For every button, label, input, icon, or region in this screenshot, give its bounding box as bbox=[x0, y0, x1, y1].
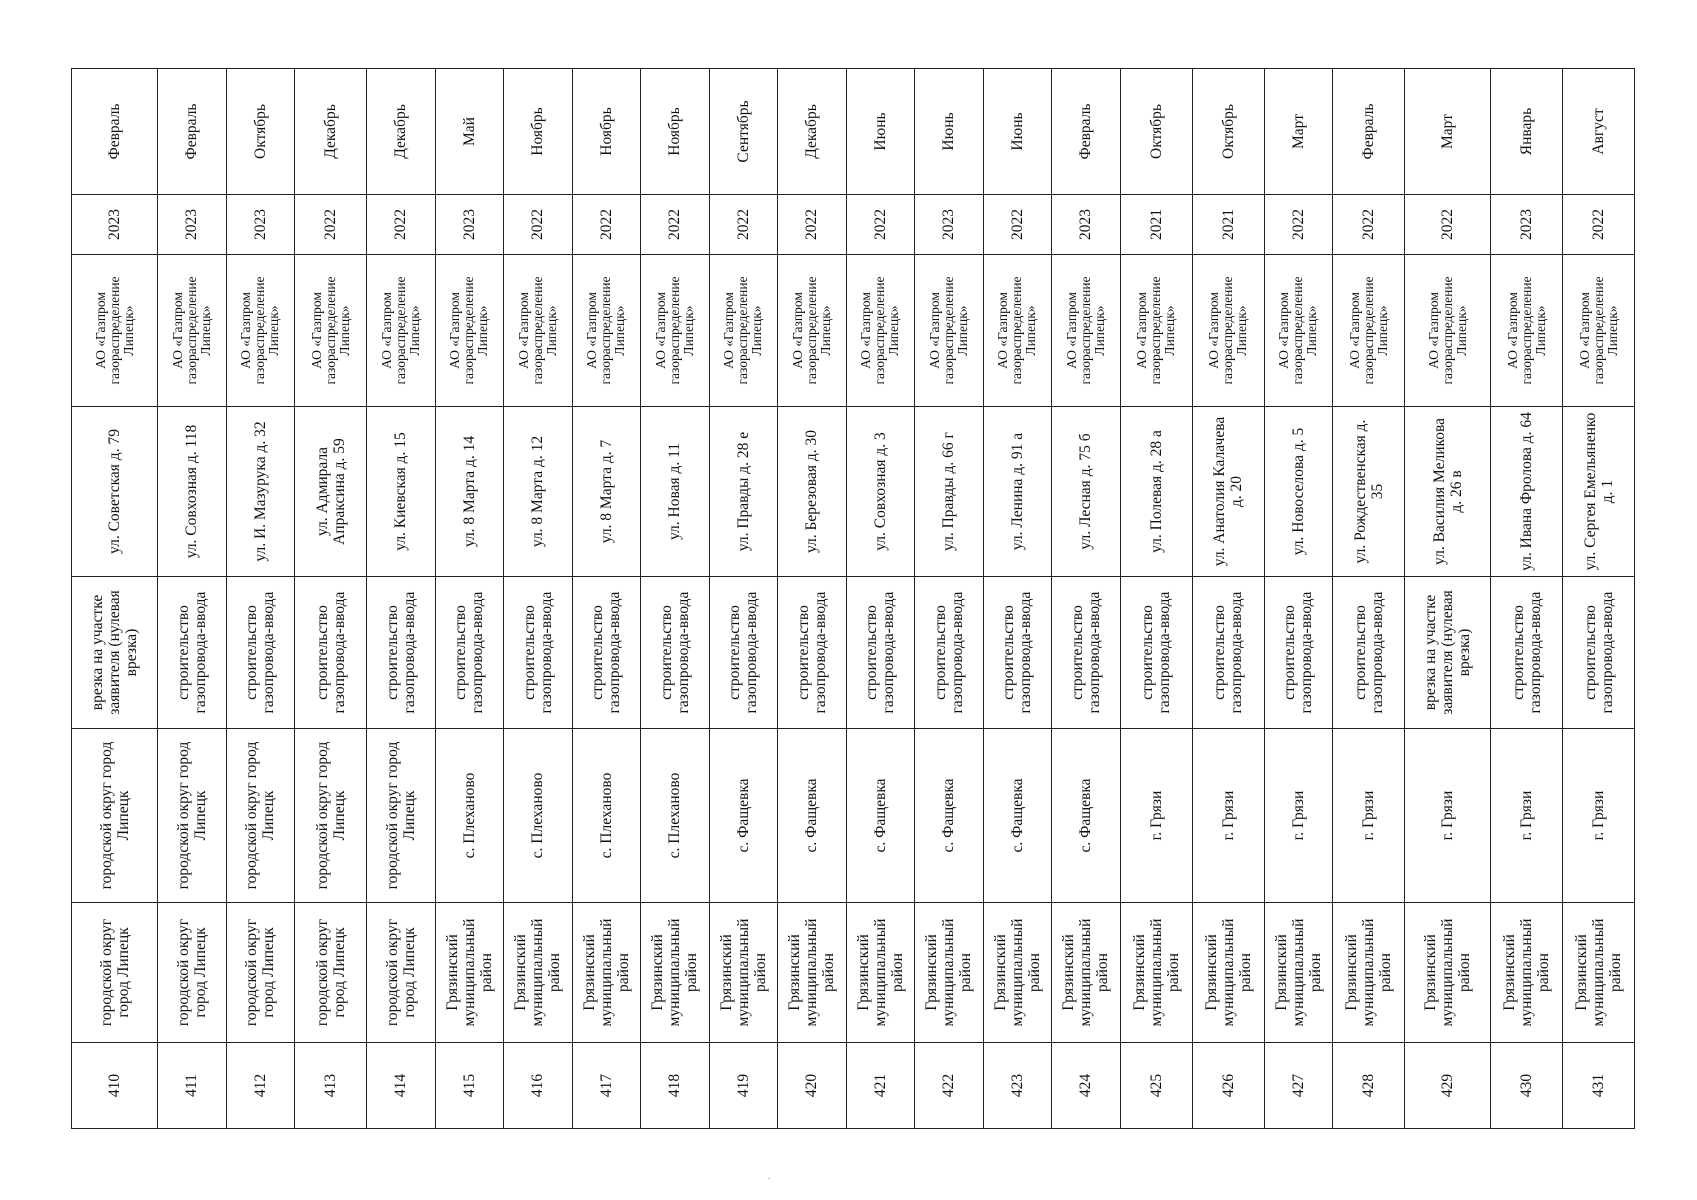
cell-address: ул. Анатолия Калачева д. 20 bbox=[1192, 407, 1264, 577]
cell-address: ул. Ленина д. 91 а bbox=[983, 407, 1052, 577]
cell-locality: г. Грязи bbox=[1563, 729, 1635, 903]
cell-address: ул. Правды д. 66 г bbox=[915, 407, 984, 577]
table-row bbox=[226, 69, 295, 1129]
cell-address: ул. Новоселова д. 5 bbox=[1264, 407, 1333, 577]
cell-municipality: Грязинский муниципальный район bbox=[709, 903, 778, 1043]
cell-work-type: строительство газопровода-ввода bbox=[572, 577, 641, 729]
cell-month: Ноябрь bbox=[641, 69, 710, 195]
cell-organization: АО «Газпром газораспределение Липецк» bbox=[709, 255, 778, 407]
cell-number: 416 bbox=[504, 1043, 573, 1129]
cell-work-type: строительство газопровода-ввода bbox=[1264, 577, 1333, 729]
cell-year: 2023 bbox=[158, 195, 227, 255]
cell-number: 427 bbox=[1264, 1043, 1333, 1129]
cell-year: 2022 bbox=[1563, 195, 1635, 255]
table-row bbox=[1333, 69, 1405, 1129]
cell-year: 2022 bbox=[1333, 195, 1405, 255]
cell-address: ул. Правды д. 28 е bbox=[709, 407, 778, 577]
cell-work-type: строительство газопровода-ввода bbox=[435, 577, 504, 729]
table-row bbox=[572, 69, 641, 1129]
cell-work-type: строительство газопровода-ввода bbox=[1052, 577, 1121, 729]
cell-municipality: Грязинский муниципальный район bbox=[504, 903, 573, 1043]
cell-number: 413 bbox=[295, 1043, 367, 1129]
table-row bbox=[1192, 69, 1264, 1129]
table-row bbox=[915, 69, 984, 1129]
cell-year: 2022 bbox=[1264, 195, 1333, 255]
cell-locality: г. Грязи bbox=[1333, 729, 1405, 903]
cell-municipality: Грязинский муниципальный район bbox=[641, 903, 710, 1043]
cell-year: 2023 bbox=[915, 195, 984, 255]
cell-address: ул. Адмирала Апраксина д. 59 bbox=[295, 407, 367, 577]
cell-municipality: Грязинский муниципальный район bbox=[1052, 903, 1121, 1043]
cell-number: 426 bbox=[1192, 1043, 1264, 1129]
cell-organization: АО «Газпром газораспределение Липецк» bbox=[1052, 255, 1121, 407]
cell-month: Июнь bbox=[915, 69, 984, 195]
cell-address: ул. Сергея Емельяненко д. 1 bbox=[1563, 407, 1635, 577]
cell-month: Декабрь bbox=[295, 69, 367, 195]
cell-month: Ноябрь bbox=[572, 69, 641, 195]
scan-speck bbox=[768, 1178, 770, 1179]
cell-work-type: строительство газопровода-ввода bbox=[1563, 577, 1635, 729]
cell-municipality: Грязинский муниципальный район bbox=[1405, 903, 1491, 1043]
cell-organization: АО «Газпром газораспределение Липецк» bbox=[72, 255, 158, 407]
cell-locality: с. Плеханово bbox=[435, 729, 504, 903]
rotated-sheet bbox=[71, 69, 1623, 1129]
cell-municipality: Грязинский муниципальный район bbox=[435, 903, 504, 1043]
cell-number: 414 bbox=[367, 1043, 436, 1129]
cell-month: Сентябрь bbox=[709, 69, 778, 195]
cell-locality: городской округ город Липецк bbox=[72, 729, 158, 903]
cell-month: Февраль bbox=[1333, 69, 1405, 195]
table-row bbox=[778, 69, 847, 1129]
cell-month: Март bbox=[1405, 69, 1491, 195]
cell-number: 430 bbox=[1491, 1043, 1563, 1129]
cell-organization: АО «Газпром газораспределение Липецк» bbox=[504, 255, 573, 407]
cell-address: ул. Совхозная д. 3 bbox=[846, 407, 915, 577]
cell-locality: с. Фащевка bbox=[915, 729, 984, 903]
table-row bbox=[846, 69, 915, 1129]
cell-municipality: городской округ город Липецк bbox=[367, 903, 436, 1043]
cell-work-type: строительство газопровода-ввода bbox=[295, 577, 367, 729]
cell-locality: с. Фащевка bbox=[709, 729, 778, 903]
cell-year: 2022 bbox=[778, 195, 847, 255]
cell-month: Октябрь bbox=[1120, 69, 1192, 195]
cell-organization: АО «Газпром газораспределение Липецк» bbox=[1405, 255, 1491, 407]
cell-organization: АО «Газпром газораспределение Липецк» bbox=[641, 255, 710, 407]
cell-number: 431 bbox=[1563, 1043, 1635, 1129]
cell-month: Июнь bbox=[983, 69, 1052, 195]
cell-work-type: строительство газопровода-ввода bbox=[1192, 577, 1264, 729]
cell-year: 2022 bbox=[641, 195, 710, 255]
cell-year: 2023 bbox=[435, 195, 504, 255]
table-row bbox=[504, 69, 573, 1129]
cell-work-type: строительство газопровода-ввода bbox=[1491, 577, 1563, 729]
cell-locality: городской округ город Липецк bbox=[158, 729, 227, 903]
cell-address: ул. 8 Марта д. 14 bbox=[435, 407, 504, 577]
gasification-registry-table bbox=[71, 68, 1635, 1129]
cell-work-type: строительство газопровода-ввода bbox=[158, 577, 227, 729]
cell-year: 2023 bbox=[72, 195, 158, 255]
cell-locality: с. Фащевка bbox=[778, 729, 847, 903]
cell-number: 418 bbox=[641, 1043, 710, 1129]
cell-month: Июнь bbox=[846, 69, 915, 195]
cell-locality: городской округ город Липецк bbox=[295, 729, 367, 903]
cell-organization: АО «Газпром газораспределение Липецк» bbox=[778, 255, 847, 407]
table-row bbox=[1405, 69, 1491, 1129]
cell-address: ул. Полевая д. 28 а bbox=[1120, 407, 1192, 577]
cell-year: 2022 bbox=[709, 195, 778, 255]
cell-address: ул. Киевская д. 15 bbox=[367, 407, 436, 577]
cell-municipality: городской округ город Липецк bbox=[72, 903, 158, 1043]
cell-year: 2022 bbox=[295, 195, 367, 255]
cell-year: 2021 bbox=[1120, 195, 1192, 255]
cell-address: ул. Лесная д. 75 б bbox=[1052, 407, 1121, 577]
cell-organization: АО «Газпром газораспределение Липецк» bbox=[226, 255, 295, 407]
cell-work-type: строительство газопровода-ввода bbox=[778, 577, 847, 729]
cell-municipality: городской округ город Липецк bbox=[295, 903, 367, 1043]
cell-year: 2022 bbox=[367, 195, 436, 255]
cell-work-type: врезка на участке заявителя (нулевая врезка) bbox=[72, 577, 158, 729]
cell-work-type: строительство газопровода-ввода bbox=[1120, 577, 1192, 729]
cell-address: ул. Березовая д. 30 bbox=[778, 407, 847, 577]
cell-month: Февраль bbox=[158, 69, 227, 195]
cell-number: 420 bbox=[778, 1043, 847, 1129]
cell-work-type: врезка на участке заявителя (нулевая врезка) bbox=[1405, 577, 1491, 729]
cell-number: 423 bbox=[983, 1043, 1052, 1129]
cell-number: 412 bbox=[226, 1043, 295, 1129]
table-row bbox=[1052, 69, 1121, 1129]
cell-year: 2022 bbox=[1405, 195, 1491, 255]
table-row bbox=[1120, 69, 1192, 1129]
cell-work-type: строительство газопровода-ввода bbox=[641, 577, 710, 729]
table-row bbox=[158, 69, 227, 1129]
cell-month: Декабрь bbox=[367, 69, 436, 195]
cell-work-type: строительство газопровода-ввода bbox=[846, 577, 915, 729]
cell-organization: АО «Газпром газораспределение Липецк» bbox=[435, 255, 504, 407]
cell-month: Март bbox=[1264, 69, 1333, 195]
cell-organization: АО «Газпром газораспределение Липецк» bbox=[158, 255, 227, 407]
cell-address: ул. Новая д. 11 bbox=[641, 407, 710, 577]
cell-organization: АО «Газпром газораспределение Липецк» bbox=[1120, 255, 1192, 407]
cell-municipality: городской округ город Липецк bbox=[226, 903, 295, 1043]
cell-work-type: строительство газопровода-ввода bbox=[915, 577, 984, 729]
cell-work-type: строительство газопровода-ввода bbox=[367, 577, 436, 729]
cell-month: Октябрь bbox=[1192, 69, 1264, 195]
cell-work-type: строительство газопровода-ввода bbox=[709, 577, 778, 729]
cell-month: Май bbox=[435, 69, 504, 195]
table-row bbox=[295, 69, 367, 1129]
cell-locality: городской округ город Липецк bbox=[226, 729, 295, 903]
cell-locality: с. Фащевка bbox=[983, 729, 1052, 903]
cell-year: 2023 bbox=[1491, 195, 1563, 255]
cell-number: 419 bbox=[709, 1043, 778, 1129]
cell-organization: АО «Газпром газораспределение Липецк» bbox=[983, 255, 1052, 407]
cell-organization: АО «Газпром газораспределение Липецк» bbox=[572, 255, 641, 407]
cell-organization: АО «Газпром газораспределение Липецк» bbox=[915, 255, 984, 407]
cell-number: 424 bbox=[1052, 1043, 1121, 1129]
cell-year: 2022 bbox=[983, 195, 1052, 255]
cell-municipality: Грязинский муниципальный район bbox=[983, 903, 1052, 1043]
cell-year: 2023 bbox=[1052, 195, 1121, 255]
cell-municipality: Грязинский муниципальный район bbox=[1264, 903, 1333, 1043]
cell-address: ул. 8 Марта д. 7 bbox=[572, 407, 641, 577]
cell-year: 2022 bbox=[572, 195, 641, 255]
cell-locality: г. Грязи bbox=[1491, 729, 1563, 903]
cell-organization: АО «Газпром газораспределение Липецк» bbox=[1563, 255, 1635, 407]
cell-address: ул. 8 Марта д. 12 bbox=[504, 407, 573, 577]
cell-locality: с. Фащевка bbox=[1052, 729, 1121, 903]
cell-address: ул. И. Мазурука д. 32 bbox=[226, 407, 295, 577]
table-body bbox=[72, 69, 1635, 1129]
cell-month: Январь bbox=[1491, 69, 1563, 195]
cell-municipality: Грязинский муниципальный район bbox=[846, 903, 915, 1043]
cell-organization: АО «Газпром газораспределение Липецк» bbox=[1264, 255, 1333, 407]
cell-number: 429 bbox=[1405, 1043, 1491, 1129]
cell-year: 2022 bbox=[504, 195, 573, 255]
table-row bbox=[72, 69, 158, 1129]
cell-number: 417 bbox=[572, 1043, 641, 1129]
cell-municipality: Грязинский муниципальный район bbox=[1491, 903, 1563, 1043]
cell-address: ул. Василия Меликова д. 26 в bbox=[1405, 407, 1491, 577]
table-row bbox=[983, 69, 1052, 1129]
cell-month: Декабрь bbox=[778, 69, 847, 195]
cell-municipality: Грязинский муниципальный район bbox=[1192, 903, 1264, 1043]
table-row bbox=[1264, 69, 1333, 1129]
cell-organization: АО «Газпром газораспределение Липецк» bbox=[1192, 255, 1264, 407]
cell-locality: г. Грязи bbox=[1405, 729, 1491, 903]
table-row bbox=[709, 69, 778, 1129]
cell-number: 411 bbox=[158, 1043, 227, 1129]
cell-organization: АО «Газпром газораспределение Липецк» bbox=[1491, 255, 1563, 407]
cell-address: ул. Совхозная д. 118 bbox=[158, 407, 227, 577]
cell-number: 422 bbox=[915, 1043, 984, 1129]
cell-number: 428 bbox=[1333, 1043, 1405, 1129]
cell-locality: с. Фащевка bbox=[846, 729, 915, 903]
cell-work-type: строительство газопровода-ввода bbox=[504, 577, 573, 729]
cell-number: 415 bbox=[435, 1043, 504, 1129]
cell-municipality: Грязинский муниципальный район bbox=[1563, 903, 1635, 1043]
cell-year: 2022 bbox=[846, 195, 915, 255]
cell-municipality: Грязинский муниципальный район bbox=[572, 903, 641, 1043]
cell-organization: АО «Газпром газораспределение Липецк» bbox=[1333, 255, 1405, 407]
table-row bbox=[1491, 69, 1563, 1129]
cell-work-type: строительство газопровода-ввода bbox=[983, 577, 1052, 729]
cell-organization: АО «Газпром газораспределение Липецк» bbox=[846, 255, 915, 407]
cell-year: 2023 bbox=[226, 195, 295, 255]
table-row bbox=[1563, 69, 1635, 1129]
cell-locality: городской округ город Липецк bbox=[367, 729, 436, 903]
cell-month: Август bbox=[1563, 69, 1635, 195]
cell-municipality: Грязинский муниципальный район bbox=[1333, 903, 1405, 1043]
cell-locality: с. Плеханово bbox=[504, 729, 573, 903]
cell-locality: с. Плеханово bbox=[641, 729, 710, 903]
cell-municipality: городской округ город Липецк bbox=[158, 903, 227, 1043]
cell-year: 2021 bbox=[1192, 195, 1264, 255]
cell-locality: г. Грязи bbox=[1264, 729, 1333, 903]
cell-number: 421 bbox=[846, 1043, 915, 1129]
cell-municipality: Грязинский муниципальный район bbox=[778, 903, 847, 1043]
cell-address: ул. Советская д. 79 bbox=[72, 407, 158, 577]
cell-month: Октябрь bbox=[226, 69, 295, 195]
cell-address: ул. Рождественская д. 35 bbox=[1333, 407, 1405, 577]
cell-number: 425 bbox=[1120, 1043, 1192, 1129]
cell-month: Февраль bbox=[1052, 69, 1121, 195]
cell-work-type: строительство газопровода-ввода bbox=[226, 577, 295, 729]
table-row bbox=[367, 69, 436, 1129]
cell-month: Февраль bbox=[72, 69, 158, 195]
cell-work-type: строительство газопровода-ввода bbox=[1333, 577, 1405, 729]
cell-month: Ноябрь bbox=[504, 69, 573, 195]
cell-locality: с. Плеханово bbox=[572, 729, 641, 903]
cell-organization: АО «Газпром газораспределение Липецк» bbox=[367, 255, 436, 407]
cell-locality: г. Грязи bbox=[1120, 729, 1192, 903]
cell-locality: г. Грязи bbox=[1192, 729, 1264, 903]
cell-municipality: Грязинский муниципальный район bbox=[1120, 903, 1192, 1043]
table-row bbox=[641, 69, 710, 1129]
cell-address: ул. Ивана Фролова д. 64 bbox=[1491, 407, 1563, 577]
cell-municipality: Грязинский муниципальный район bbox=[915, 903, 984, 1043]
cell-organization: АО «Газпром газораспределение Липецк» bbox=[295, 255, 367, 407]
table-row bbox=[435, 69, 504, 1129]
cell-number: 410 bbox=[72, 1043, 158, 1129]
